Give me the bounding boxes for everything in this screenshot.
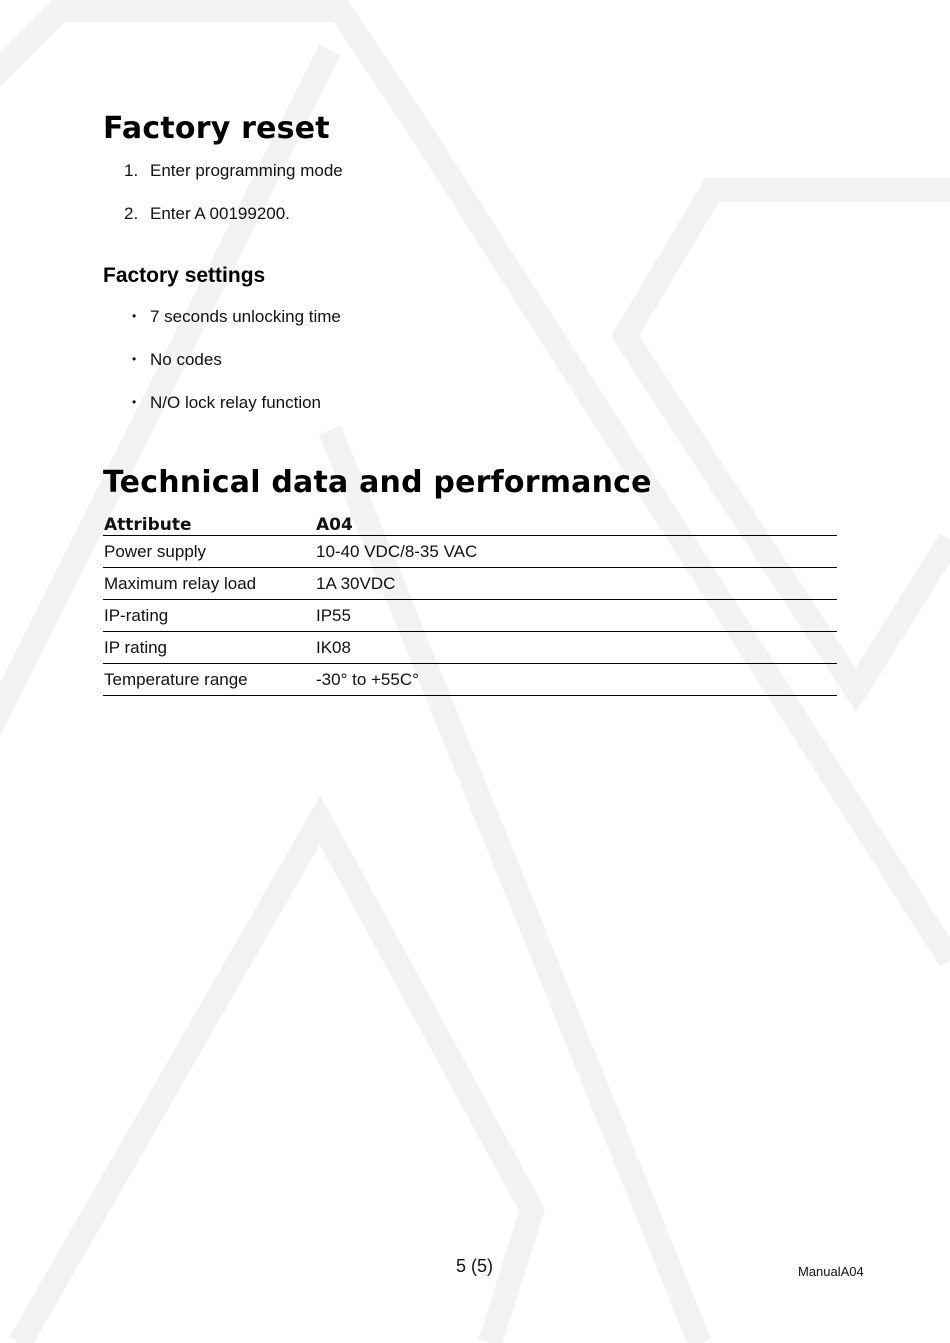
technical-data-table	[103, 514, 837, 696]
column-header-attribute: Attribute	[104, 515, 192, 535]
column-header-model: A04	[316, 515, 353, 535]
bullet-icon: •	[132, 309, 137, 323]
settings-item	[124, 306, 341, 327]
table-row	[103, 664, 837, 696]
step-number: 2.	[124, 204, 139, 223]
table-cell-value: IK08	[316, 638, 351, 657]
settings-item	[124, 349, 222, 370]
factory-settings-title: Factory settings	[103, 264, 266, 287]
table-cell-value: IP55	[316, 606, 351, 625]
table-row	[103, 600, 837, 632]
table-cell-attribute: Temperature range	[104, 670, 248, 689]
table-row	[103, 632, 837, 664]
table-cell-value: 1A 30VDC	[316, 574, 396, 593]
table-header-row	[103, 514, 837, 536]
bullet-icon: •	[132, 395, 137, 409]
step-text: Enter A 00199200.	[150, 204, 290, 223]
factory-reset-title: Factory reset	[103, 111, 330, 146]
page-number: 5 (5)	[456, 1256, 494, 1276]
table-row	[103, 536, 837, 568]
table-cell-attribute: IP rating	[104, 638, 168, 657]
step-number: 1.	[124, 161, 139, 180]
step-text: Enter programming mode	[150, 161, 343, 180]
settings-item	[124, 392, 321, 413]
table-cell-attribute: Maximum relay load	[104, 574, 257, 593]
table-cell-value: -30° to +55C°	[316, 670, 419, 689]
settings-item-text: 7 seconds unlocking time	[150, 307, 341, 326]
table-cell-attribute: IP-rating	[104, 606, 169, 625]
table-cell-attribute: Power supply	[104, 542, 207, 561]
settings-item-text: No codes	[150, 350, 222, 369]
technical-data-title: Technical data and performance	[103, 465, 652, 500]
table-cell-value: 10-40 VDC/8-35 VAC	[316, 542, 478, 561]
document-code: ManualA04	[798, 1264, 864, 1279]
reset-step	[124, 161, 343, 181]
table-row	[103, 568, 837, 600]
reset-step	[124, 204, 290, 224]
settings-item-text: N/O lock relay function	[150, 393, 322, 412]
bullet-icon: •	[132, 352, 137, 366]
